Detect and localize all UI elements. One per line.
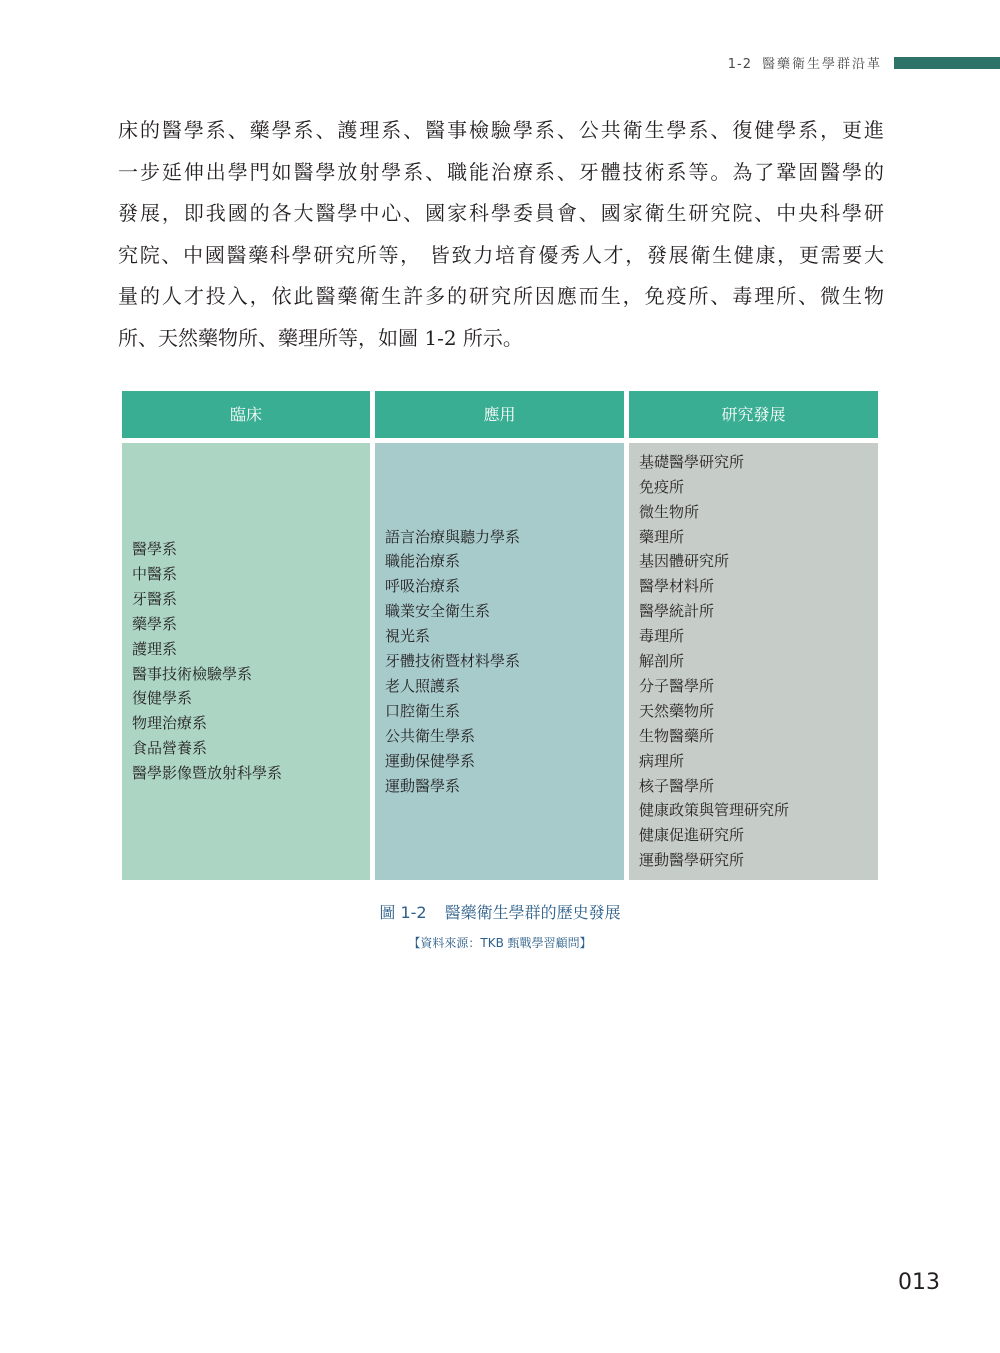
- body-line: 所、天然藥物所、藥理所等，如圖 1-2 所示。: [118, 325, 523, 350]
- list-item: 分子醫學所: [639, 676, 715, 695]
- list-item: 健康政策與管理研究所: [639, 801, 790, 820]
- body-paragraph: [118, 110, 884, 359]
- header-accent-bar: [894, 57, 1000, 69]
- header-section-number: 1-2: [727, 57, 752, 72]
- body-line: 床的醫學系、藥學系、護理系、醫事檢驗學系、公共衛生學系、復健學系，更進: [118, 118, 884, 142]
- list-item: 老人照護系: [385, 676, 461, 695]
- list-item: 病理所: [639, 751, 685, 770]
- list-item: 運動保健學系: [385, 751, 476, 770]
- column-header-applied: 應用: [375, 391, 624, 438]
- list-item: 藥學系: [132, 614, 178, 633]
- figure-caption: [0, 900, 1000, 923]
- caption-number: 圖 1-2: [379, 903, 427, 922]
- list-item: 呼吸治療系: [385, 577, 461, 596]
- list-item: 食品營養系: [132, 739, 208, 758]
- list-item: 復健學系: [132, 689, 193, 708]
- column-body-research: [629, 443, 878, 880]
- list-item: 運動醫學研究所: [639, 851, 745, 870]
- list-item: 醫學統計所: [639, 602, 715, 621]
- column-header-clinical: 臨床: [122, 391, 370, 438]
- list-item: 職業安全衛生系: [385, 602, 491, 621]
- list-item: 職能治療系: [385, 552, 461, 571]
- list-item: 藥理所: [639, 527, 685, 546]
- list-item: 醫學材料所: [639, 577, 715, 596]
- body-line: 一步延伸出學門如醫學放射學系、職能治療系、牙體技術系等。為了鞏固醫學的: [118, 159, 884, 184]
- body-line: 究院、中國醫藥科學研究所等， 皆致力培育優秀人才，發展衛生健康，更需要大: [118, 242, 884, 267]
- header-section-title: 醫藥衛生學群沿革: [761, 57, 882, 72]
- list-item: 免疫所: [639, 477, 685, 496]
- list-item: 健康促進研究所: [639, 826, 745, 845]
- figure-table: [122, 391, 878, 880]
- body-line: 量的人才投入，依此醫藥衛生許多的研究所因應而生，免疫所、毒理所、微生物: [118, 284, 884, 308]
- list-item: 公共衛生學系: [385, 726, 476, 745]
- list-item: 視光系: [385, 627, 431, 646]
- list-item: 運動醫學系: [385, 776, 461, 795]
- column-body-applied: [375, 443, 624, 880]
- list-item: 生物醫藥所: [639, 726, 715, 745]
- list-item: 物理治療系: [132, 714, 208, 733]
- list-item: 醫事技術檢驗學系: [132, 664, 253, 683]
- list-item: 毒理所: [639, 627, 685, 646]
- body-line: 發展，即我國的各大醫學中心、國家科學委員會、國家衛生研究院、中央科學研: [118, 201, 884, 225]
- list-item: 基礎醫學研究所: [639, 452, 745, 471]
- list-item: 中醫系: [132, 564, 178, 583]
- page-number: 013: [898, 1270, 940, 1295]
- list-item: 口腔衛生系: [385, 701, 461, 720]
- list-item: 核子醫學所: [639, 776, 715, 795]
- list-item: 微生物所: [639, 502, 700, 521]
- running-header: [728, 53, 882, 72]
- column-header-research: 研究發展: [629, 391, 878, 438]
- list-item: 基因體研究所: [639, 552, 730, 571]
- list-item: 語言治療與聽力學系: [385, 527, 521, 546]
- list-item: 牙醫系: [132, 589, 178, 608]
- column-body-clinical: [122, 443, 370, 880]
- list-item: 解剖所: [639, 652, 685, 671]
- list-item: 醫學系: [132, 540, 178, 559]
- list-item: 護理系: [132, 639, 178, 658]
- list-item: 牙體技術暨材料學系: [385, 652, 521, 671]
- list-item: 醫學影像暨放射科學系: [132, 764, 283, 783]
- caption-title: 醫藥衛生學群的歷史發展: [444, 903, 621, 922]
- list-item: 天然藥物所: [639, 701, 715, 720]
- figure-source: 【資料來源：TKB 甄戰學習顧問】: [408, 936, 592, 950]
